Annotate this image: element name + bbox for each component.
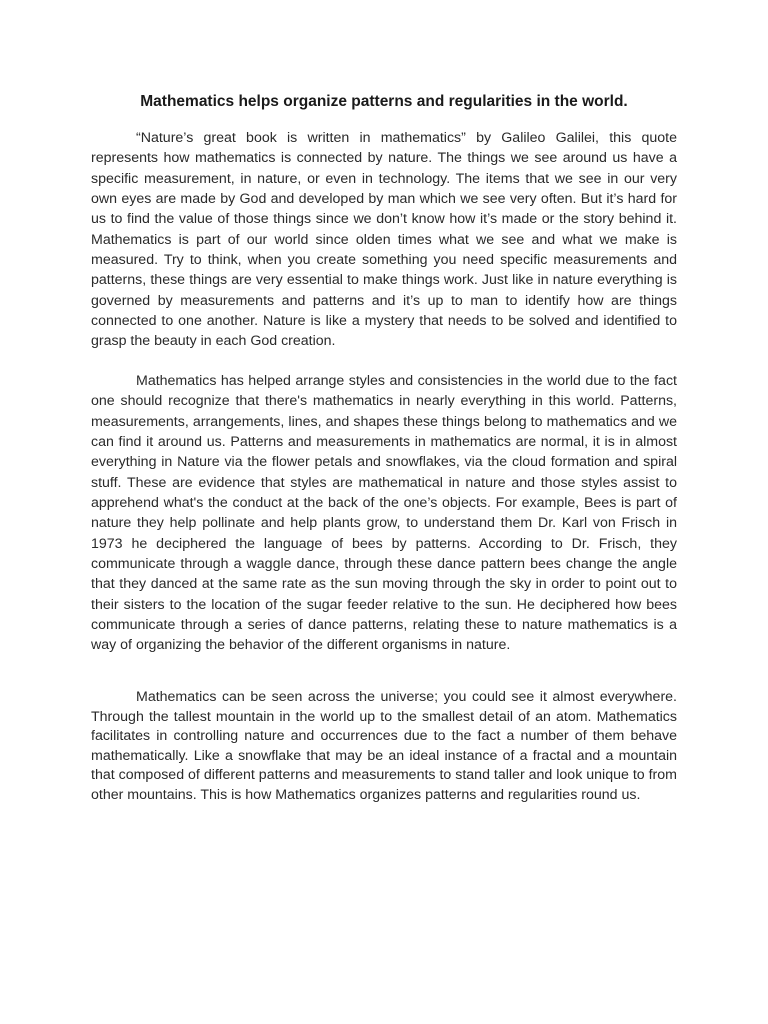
document-title: Mathematics helps organize patterns and regularities in the world.	[140, 93, 628, 110]
paragraph-3: Mathematics can be seen across the universe; you could see it almost everywhere. Through the tallest mountain in the world up to the smallest detail of an atom. Mathematics facilitates in controlling nature and occurrences due to the fact a number of them behave mathematically. Like a snowflake that may be an ideal instance of a fractal and a mountain that composed of different patterns and measurements to stand taller and look unique to from other mountains. This is how Mathematics organizes patterns and regularities round us.	[91, 689, 677, 803]
paragraph-1: “Nature’s great book is written in mathematics” by Galileo Galilei, this quote represents how mathematics is connected by nature. The things we see around us have a specific measurement, in nature, or even in technology. The items that we see in our very own eyes are made by God and developed by man which we see very often. But it’s hard for us to find the value of those things since we don’t know how it’s made or the story behind it. Mathematics is part of our world since olden times what we see and what we make is measured. Try to think, when you create something you need specific measurements and patterns, these things are very essential to make things work. Just like in nature everything is governed by measurements and patterns and it’s up to man to identify how are things connected to one another. Nature is like a mystery that needs to be solved and identified to grasp the beauty in each God creation.	[91, 130, 677, 350]
paragraph-2: Mathematics has helped arrange styles and consistencies in the world due to the fact one should recognize that there's mathematics in nearly everything in this world. Patterns, measurements, arrangements, lines, and shapes these things belong to mathematics and we can find it around us. Patterns and measurements in mathematics are normal, it is in almost everything in Nature via the flower petals and snowflakes, via the cloud formation and spiral stuff. These are evidence that styles are mathematical in nature and those styles assist to apprehend what's the conduct at the back of the one’s objects. For example, Bees is part of nature they help pollinate and help plants grow, to understand them Dr. Karl von Frisch in 1973 he deciphered the language of bees by patterns. According to Dr. Frisch, they communicate through a waggle dance, through these dance pattern bees change the angle that they danced at the same rate as the sun moving through the sky in order to point out to their sisters to the location of the sugar feeder relative to the sun. He deciphered how bees communicate through a series of dance patterns, relating these to nature mathematics is a way of organizing the behavior of the different organisms in nature.	[91, 373, 677, 654]
